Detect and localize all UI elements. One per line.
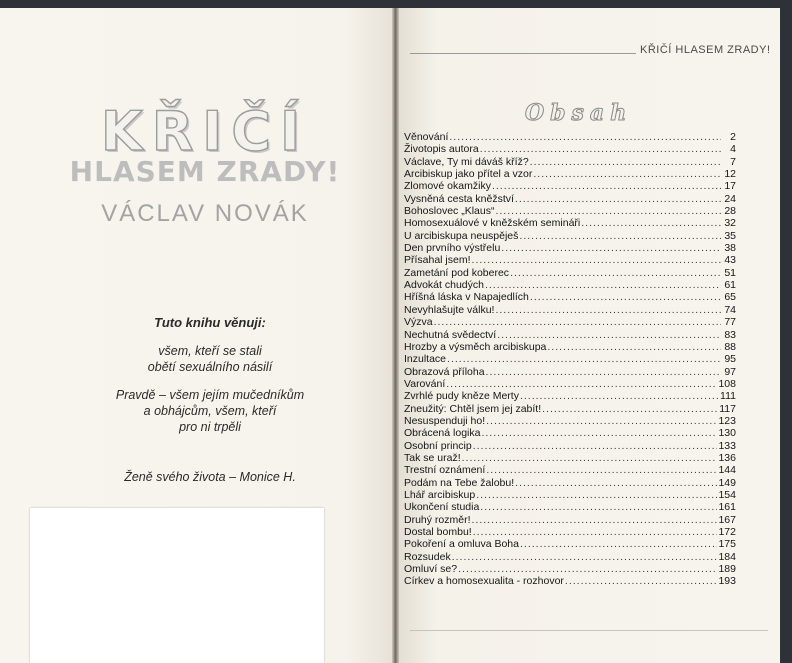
toc-entry-page: 172 xyxy=(718,526,736,538)
toc-entry xyxy=(404,403,736,415)
toc-entry-title: Obrazová příloha xyxy=(404,365,485,378)
toc-entry-title: Vysněná cesta kněžství xyxy=(404,192,514,205)
dedication-wife: Ženě svého života – Monice H. xyxy=(124,470,296,484)
toc-entry-page: 133 xyxy=(718,439,736,452)
toc-entry-page: 28 xyxy=(724,205,736,218)
toc-leader-dots xyxy=(510,267,721,279)
toc-entry xyxy=(404,316,736,328)
toc-entry xyxy=(404,390,736,402)
toc-leader-dots xyxy=(542,403,718,415)
toc-leader-dots xyxy=(480,501,717,513)
dedication-heading: Tuto knihu věnuji: xyxy=(154,315,266,330)
toc-leader-dots xyxy=(530,291,721,303)
toc-leader-dots xyxy=(476,489,717,501)
toc-entry xyxy=(404,489,736,501)
toc-leader-dots xyxy=(515,477,717,489)
toc-entry-page: 17 xyxy=(724,180,736,193)
toc-entry-page: 77 xyxy=(724,316,736,329)
book-subtitle: HLASEM ZRADY! xyxy=(69,155,341,188)
toc-entry xyxy=(404,230,736,242)
toc-entry-page: 111 xyxy=(720,390,736,403)
toc-entry-title: Nesuspenduji ho! xyxy=(404,414,486,427)
toc-entry xyxy=(404,131,736,143)
toc-leader-dots xyxy=(519,230,721,242)
toc-entry-title: Zametání pod koberec xyxy=(404,266,510,279)
toc-entry-title: Varování xyxy=(404,377,446,390)
toc-entry xyxy=(404,452,736,464)
toc-entry-title: Václave, Ty mi dáváš kříž? xyxy=(404,155,529,168)
toc-entry xyxy=(404,205,736,217)
toc-leader-dots xyxy=(530,156,721,168)
toc-entry-title: Druhý rozměr! xyxy=(404,513,471,526)
toc-leader-dots xyxy=(458,563,717,575)
toc-entry-title: Arcibiskup jako přítel a vzor xyxy=(404,168,533,181)
toc-entry-title: Nevyhlašujte válku! xyxy=(404,303,495,316)
toc-entry-page: 130 xyxy=(718,427,736,440)
toc-leader-dots xyxy=(447,353,721,365)
toc-leader-dots xyxy=(547,341,721,353)
toc-entry-title: Hříšná láska v Napajedlích xyxy=(404,291,529,304)
toc-entry-title: Trestní oznámení xyxy=(404,464,486,477)
toc-entry xyxy=(404,538,736,550)
toc-entry xyxy=(404,217,736,229)
toc-entry-page: 189 xyxy=(718,563,736,576)
dedication-block xyxy=(60,315,360,447)
toc-entry-page: 88 xyxy=(724,340,736,353)
toc-entry-title: Zlomové okamžiky xyxy=(404,180,491,193)
toc-entry-title: Nechutná svědectví xyxy=(404,328,497,341)
author-name: VÁCLAV NOVÁK xyxy=(101,200,309,227)
toc-leader-dots xyxy=(473,526,718,538)
dedication-line: pro ni trpěli xyxy=(179,420,241,434)
toc-leader-dots xyxy=(449,131,721,143)
toc-entry-page: 97 xyxy=(724,365,736,378)
toc-leader-dots xyxy=(485,279,721,291)
toc-entry-title: Ukončení studia xyxy=(404,501,480,514)
toc-entry-page: 149 xyxy=(718,476,736,489)
toc-entry xyxy=(404,440,736,452)
toc-leader-dots xyxy=(486,366,721,378)
toc-leader-dots xyxy=(486,464,717,476)
toc-entry xyxy=(404,415,736,427)
toc-entry xyxy=(404,242,736,254)
toc-entry xyxy=(404,514,736,526)
toc-entry xyxy=(404,353,736,365)
toc-leader-dots xyxy=(501,242,721,254)
toc-entry xyxy=(404,427,736,439)
toc-entry-title: Životopis autora xyxy=(404,143,479,156)
toc-entry xyxy=(404,267,736,279)
table-of-contents xyxy=(404,131,736,588)
toc-entry-title: Inzultace xyxy=(404,353,447,366)
dedication-paragraph-2 xyxy=(60,387,360,435)
toc-entry xyxy=(404,366,736,378)
toc-entry xyxy=(404,180,736,192)
toc-entry-page: 161 xyxy=(718,501,736,514)
toc-entry-page: 184 xyxy=(718,550,736,563)
book-title: KŘIČÍ xyxy=(100,100,310,163)
toc-entry xyxy=(404,378,736,390)
toc-entry-page: 167 xyxy=(718,513,736,526)
toc-entry xyxy=(404,501,736,513)
toc-entry-title: Dostal bombu! xyxy=(404,526,472,538)
toc-entry-title: Věnování xyxy=(404,131,449,143)
toc-entry xyxy=(404,193,736,205)
dedication-line: všem, kteří se stali xyxy=(158,344,262,358)
toc-entry xyxy=(404,464,736,476)
toc-entry xyxy=(404,143,736,155)
toc-entry-page: 65 xyxy=(724,291,736,304)
toc-leader-dots xyxy=(520,390,719,402)
toc-entry-page: 35 xyxy=(724,229,736,242)
toc-entry xyxy=(404,279,736,291)
toc-entry-page: 144 xyxy=(718,464,736,477)
toc-entry xyxy=(404,341,736,353)
toc-entry-page: 61 xyxy=(724,279,736,292)
toc-leader-dots xyxy=(565,575,718,587)
toc-entry xyxy=(404,168,736,180)
book-spine xyxy=(392,8,399,663)
toc-entry-title: Zvrhlé pudy kněze Merty xyxy=(404,390,519,403)
toc-entry-title: Tak se uraž! xyxy=(404,451,461,464)
toc-entry-title: Obrácená logika xyxy=(404,427,481,440)
toc-entry-title: Výzva xyxy=(404,316,433,329)
toc-entry xyxy=(404,291,736,303)
toc-leader-dots xyxy=(495,205,721,217)
toc-entry-title: Advokát chudých xyxy=(404,279,484,292)
toc-entry-title: Pokoření a omluva Boha xyxy=(404,538,519,551)
toc-entry-page: 7 xyxy=(730,155,736,168)
dedication-line: a obhájcům, všem, kteří xyxy=(143,404,277,418)
toc-entry-page: 108 xyxy=(718,377,736,390)
toc-entry-page: 154 xyxy=(718,488,736,501)
toc-entry-page: 43 xyxy=(724,254,736,267)
dedication-paragraph-1 xyxy=(60,343,360,375)
toc-entry-title: Lhář arcibiskup xyxy=(404,488,476,501)
footer-rule xyxy=(410,630,768,631)
toc-entry-page: 2 xyxy=(730,131,736,143)
toc-entry-page: 51 xyxy=(724,266,736,279)
toc-entry-page: 83 xyxy=(724,328,736,341)
toc-entry-page: 123 xyxy=(718,414,736,427)
running-head-rule xyxy=(410,53,636,54)
toc-leader-dots xyxy=(472,254,721,266)
toc-entry-page: 38 xyxy=(724,242,736,255)
toc-entry xyxy=(404,526,736,538)
toc-entry-page: 12 xyxy=(724,168,736,181)
toc-entry-title: Osobní princip xyxy=(404,439,472,452)
toc-leader-dots xyxy=(520,538,717,550)
toc-entry-page: 32 xyxy=(724,217,736,230)
toc-entry xyxy=(404,563,736,575)
toc-entry xyxy=(404,156,736,168)
toc-leader-dots xyxy=(497,329,721,341)
toc-leader-dots xyxy=(473,440,718,452)
dedication-line: obětí sexuálního násilí xyxy=(147,360,273,374)
toc-leader-dots xyxy=(446,378,717,390)
toc-entry-page: 24 xyxy=(724,192,736,205)
toc-entry xyxy=(404,304,736,316)
toc-entry xyxy=(404,551,736,563)
toc-entry-title: Bohoslovec „Klaus“ xyxy=(404,205,495,218)
toc-entry-page: 74 xyxy=(724,303,736,316)
toc-entry-title: Den prvního výstřelu xyxy=(404,242,501,255)
blank-label-sticker xyxy=(30,508,324,663)
toc-entry-title: Zneužitý: Chtěl jsem jej zabít! xyxy=(404,402,542,415)
toc-leader-dots xyxy=(515,193,721,205)
toc-entry-title: Církev a homosexualita - rozhovor xyxy=(404,575,564,588)
toc-entry-title: U arcibiskupa neuspěješ xyxy=(404,229,519,242)
toc-entry-page: 193 xyxy=(718,575,736,588)
toc-leader-dots xyxy=(452,551,718,563)
toc-entry-page: 175 xyxy=(718,538,736,551)
contents-title: Obsah xyxy=(525,100,633,126)
toc-leader-dots xyxy=(486,415,717,427)
toc-entry xyxy=(404,329,736,341)
toc-entry-page: 4 xyxy=(730,143,736,156)
toc-leader-dots xyxy=(480,143,721,155)
toc-entry-title: Hrozby a výsměch arcibiskupa xyxy=(404,340,547,353)
toc-entry-page: 95 xyxy=(724,353,736,366)
toc-entry-title: Omluví se? xyxy=(404,563,458,576)
toc-entry xyxy=(404,575,736,587)
running-head: KŘIČÍ HLASEM ZRADY! xyxy=(640,44,771,56)
toc-entry xyxy=(404,477,736,489)
toc-entry-title: Homosexuálové v kněžském semináři xyxy=(404,217,581,230)
toc-entry-title: Rozsudek xyxy=(404,550,451,563)
toc-leader-dots xyxy=(462,452,718,464)
toc-leader-dots xyxy=(533,168,721,180)
toc-leader-dots xyxy=(472,514,718,526)
toc-leader-dots xyxy=(481,427,717,439)
toc-entry-title: Přísahal jsem! xyxy=(404,254,471,267)
toc-leader-dots xyxy=(492,180,721,192)
toc-leader-dots xyxy=(581,217,721,229)
toc-entry-page: 117 xyxy=(719,402,736,415)
dedication-line: Pravdě – všem jejím mučedníkům xyxy=(115,388,305,402)
toc-entry-page: 136 xyxy=(718,451,736,464)
toc-leader-dots xyxy=(434,316,721,328)
toc-entry xyxy=(404,254,736,266)
toc-entry-title: Podám na Tebe žalobu! xyxy=(404,476,515,489)
toc-leader-dots xyxy=(495,304,721,316)
